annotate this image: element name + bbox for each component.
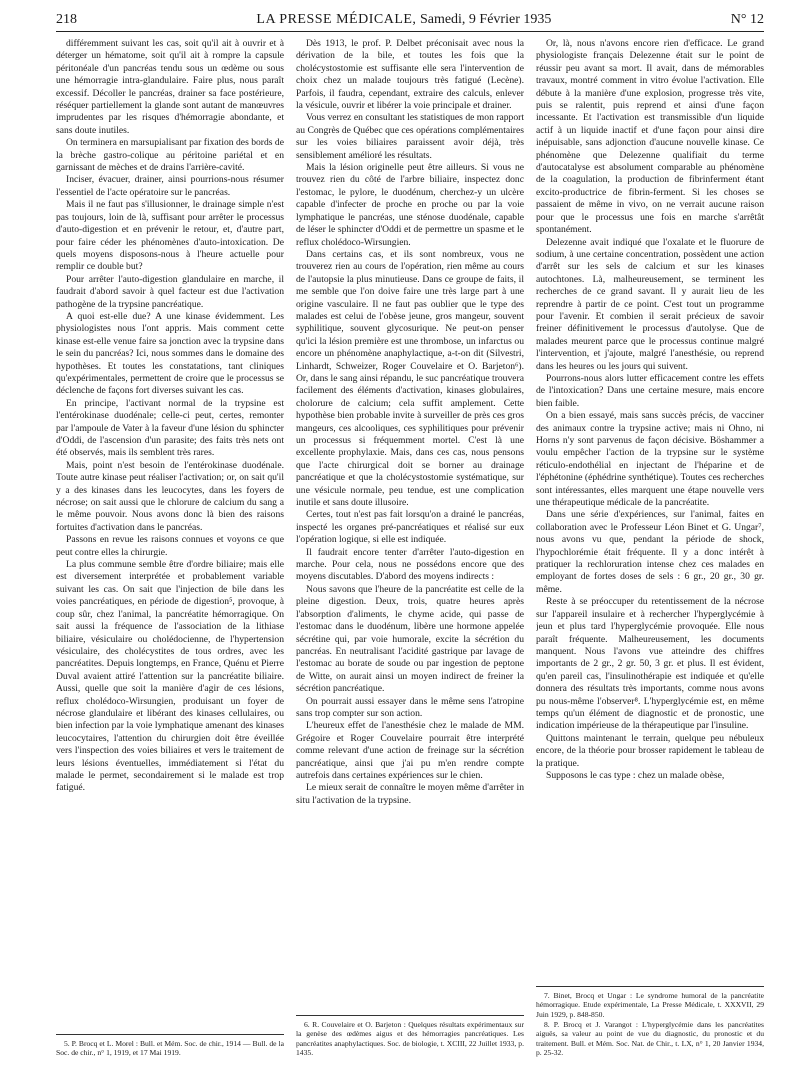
paragraph: Dans certains cas, et ils sont nombreux, vous ne trouverez rien au cours de l'opération, rien même au cours de l'autopsie la plus minutieuse. Dans ce groupe de faits, il me semble que l'on doive faire une très large part à une origine vasculaire. Il ne faut pas oublier que le type des malades est celui de l'obèse jeune, gros mangeur, souvent syphilitique, souvent glycosurique. Ne peut-on penser qu'ici la lésion première est une thrombose, un infarctus ou encore un phénomène anaphylactique, a-t-on dit (Silvestri, Linhardt, Schweizer, Roger Couvelaire et O. Barjeton⁶). Or, dans le sang ainsi répandu, le suc pancréatique trouvera facilement des éléments d'activation, kinases globulaires, cholorure de calcium; cela suffit amplement. Cette hypothèse bien probable invite à surveiller de près ces gros mangeurs, ces alcooliques, ces syphilitiques pour prévenir un processus si fréquemment mortel. C'est là une excellente prophylaxie. Mais, dans ces cas, nous pensons que l'acte chirurgical doit se borner au drainage pancréatique et que la cholécystostomie systématique, sur une vésicule normale, peu tendue, est une complication inutile et sans doute illusoire. xyxy=(296,248,524,509)
footnote: 6. R. Couvelaire et O. Barjeton : Quelques résultats expérimentaux sur la genèse des œdèmes aigus et des hémorragies pancréatiques. Les pancréatites anaphylactiques. Soc. de biologie, t. XCIII, 22 Juillet 1933, p. 1435. xyxy=(296,1019,524,1058)
paragraph: Quittons maintenant le terrain, quelque peu nébuleux encore, de la théorie pour brosser rapidement le tableau de la pratique. xyxy=(536,732,764,769)
footnote: 7. Binet, Brocq et Ungar : Le syndrome humoral de la pancréatite hémorragique. Etude expérimentale, La Presse Médicale, t. XXXVII, 29 Juin 1929, p. 848-850. xyxy=(536,990,764,1020)
footnotes xyxy=(56,1034,284,1058)
column-body xyxy=(56,38,284,795)
paragraph: Le mieux serait de connaître le moyen même d'arrêter in situ l'activation de la trypsine. xyxy=(296,782,524,806)
paragraph: Dans une série d'expériences, sur l'animal, faites en collaboration avec le Professeur Léon Binet et G. Ungar⁷, nous avons vu que, pendant la période de shock, l'hypochlorémie était fréquente. Il y a donc intérêt à pratiquer la rechloruration intense chez ces malades en employant de fortes doses de sels : 6 gr., 20 gr., 30 gr. même. xyxy=(536,509,764,595)
paragraph: Supposons le cas type : chez un malade obèse, xyxy=(546,769,725,781)
footnote: 8. P. Brocq et J. Varangot : L'hyperglycémie dans les pancréatites aiguës, sa valeur au point de vue du diagnostic, du pronostic et du traitement. Bull. et Mém. Soc. Nat. de Chir., t. LX, n° 1, 20 Janvier 1934, p. 25-32. xyxy=(536,1019,764,1058)
issue-date: Samedi, 9 Février 1935 xyxy=(419,12,552,27)
paragraph: En principe, l'activant normal de la trypsine est l'entérokinase duodénale; celle-ci peut, certes, remonter par l'ampoule de Vater à la faveur d'une lésion du sphincter d'Oddi, de l'ascension d'un parasite; des faits très nets ont été observés, mais ils semblent très rares. xyxy=(56,397,284,459)
running-header xyxy=(56,12,764,32)
paragraph: Reste à se préoccuper du retentissement de la nécrose sur l'appareil insulaire et à rechercher l'hyperglycémie à jeun et plus tard l'hyperglycémie provoquée. Elle nous paraît fréquente. Malheureusement, les documents manquent. Nous l'avons vue atteindre des chiffres importants de 2 gr., 2 gr. 50, 3 gr. et plus. Il est évident, qu'en pareil cas, l'insulinothérapie est indiquée et qu'elle donnera des résultats très importants, comme nous avons pu nous-même l'observer⁸. L'hyperglycémie est, en même temps qu'un élément de diagnostic et de pronostic, une indication impérieuse de la thérapeutique par l'insuline. xyxy=(536,596,764,732)
paragraph: Passons en revue les raisons connues et voyons ce que peut contre elles la chirurgie. xyxy=(56,534,284,558)
journal-title xyxy=(256,12,551,28)
page-number: 218 xyxy=(56,12,77,27)
paragraph: Mais il ne faut pas s'illusionner, le drainage simple n'est pas toujours, loin de là, suffisant pour arrêter le processus d'auto-digestion et en prévenir le retour, et, d'autre part, pour faire céder les phénomènes d'auto-intoxication. De quels moyens disposons-nous à l'heure actuelle pour remplir ce double but? xyxy=(56,199,284,273)
footnotes xyxy=(296,1015,524,1058)
column-right xyxy=(536,38,764,1058)
journal-name: LA PRESSE MÉDICALE, xyxy=(256,12,417,27)
paragraph: Certes, tout n'est pas fait lorsqu'on a drainé le pancréas, inspecté les organes pré-pancréatiques et réalisé sur eux l'opération logique, si elle est indiquée. xyxy=(296,509,524,546)
column-middle xyxy=(296,38,524,1058)
footnotes xyxy=(536,986,764,1058)
paragraph: Delezenne avait indiqué que l'oxalate et le fluorure de sodium, à une certaine concentration, possèdent une action d'arrêt sur les sels de calcium et sur les kinases autochtones. Là, malheureusement, se terminent les recherches de ce grand savant. Il y aurait lieu de les reprendre à partir de ce point. C'est tout un programme pour l'avenir. Et combien il serait précieux de savoir freiner définitivement le processus d'autolyse. Que de malades meurent parce que le processus continue malgré l'intervention, et j'ajoute, malgré l'anesthésie, ou reprend dans les heures ou les jours qui suivent. xyxy=(536,236,764,372)
paragraph: Or, là, nous n'avons encore rien d'efficace. Le grand physiologiste français Delezenne était sur le point de réussir peu avant sa mort. Il avait, dans de mémorables travaux, montré comment in vitro évolue l'activation. Elle débute à la manière d'une explosion, progresse très vite, puis se ralentit, puis reprend et ainsi d'une façon incessante. Et l'activation est transmissible d'un liquide actif à un liquide inactif et d'une façon pour ainsi dire inépuisable, sans adjonction d'aucune nouvelle kinase. Ce phénomène que Delezenne qualifiait du terme d'autocatalyse est absolument comparable au phénomène de la coagulation, la production de fibrinferment étant excito-productrice de fibrin-ferment. Si les choses se passaient de même in vivo, on ne verrait aucune raison pour que le processus une fois en marche s'arrêtât spontanément. xyxy=(536,38,764,236)
column-body xyxy=(296,38,524,807)
paragraph: Mais, point n'est besoin de l'entérokinase duodénale. Toute autre kinase peut réaliser l'activation; or, on sait qu'il y a des kinases dans les leucocytes, dans les foyers de nécrose; on sait aussi que le chlorure de calcium du sang a le même pouvoir. Nous avons donc là bien des raisons fortuites d'activation dans le pancréas. xyxy=(56,459,284,533)
paragraph: Il faudrait encore tenter d'arrêter l'auto-digestion en marche. Pour cela, nous ne possédons encore que des moyens discutables. D'abord des moyens indirects : xyxy=(296,546,524,583)
issue-number: N° 12 xyxy=(730,12,764,27)
paragraph: A quoi est-elle due? A une kinase évidemment. Les physiologistes nous l'ont appris. Mais comment cette kinase est-elle venue faire sa jonction avec la trypsine dans le sein du pancréas? Ici, nous sommes dans le domaine des hypothèses. Et toutes les constatations, tant cliniques qu'expérimentales, permettent de croire que le processus se déclenche de façons fort diverses suivant les cas. xyxy=(56,310,284,397)
paragraph: L'heureux effet de l'anesthésie chez le malade de MM. Grégoire et Roger Couvelaire pourrait être interprété comme relevant d'une action de freinage sur la sécrétion pancréatique, ainsi que j'ai pu m'en rendre compte autrefois dans certaines expériences sur le chien. xyxy=(296,720,524,781)
paragraph: Inciser, évacuer, drainer, ainsi pourrions-nous résumer l'essentiel de l'acte opératoire sur le pancréas. xyxy=(56,174,284,198)
paragraph: Vous verrez en consultant les statistiques de mon rapport au Congrès de Québec que ces opérations complémentaires sur les voies biliaires paraissent avoir déjà, très sensiblement amélioré les résultats. xyxy=(296,112,524,161)
paragraph: Nous savons que l'heure de la pancréatite est celle de la pleine digestion. Deux, trois, quatre heures après l'absorption d'aliments, le chyme acide, qui passe de l'estomac dans le duodénum, libère une hormone appelée sécrétine qui, par voie humorale, excite la sécrétion du pancréas. En neutralisant l'acidité gastrique par lavage de l'estomac au borate de soude ou par ingestion de peptone de Witte, on aurait ainsi un moyen indirect de freiner la sécrétion pancréatique. xyxy=(296,583,524,695)
paragraph: On terminera en marsupialisant par fixation des bords de la brèche gastro-colique au péritoine pariétal et en garnissant de mèches et de drains l'arrière-cavité. xyxy=(56,137,284,174)
paragraph: Dès 1913, le prof. P. Delbet préconisait avec nous la dérivation de la bile, et toutes les fois que la cholécystostomie est suffisante elle sera l'intervention de choix chez un malade toujours très fatigué (Lecène). Parfois, il faudra, cependant, extraire des calculs, enlever la vésicule, ouvrir et libérer la voie principale et drainer. xyxy=(296,38,524,112)
paragraph: Pourrons-nous alors lutter efficacement contre les effets de l'intoxication? Dans une certaine mesure, mais encore bien faible. xyxy=(536,372,764,409)
paragraph: La plus commune semble être d'ordre biliaire; mais elle est diversement interprétée et probablement variable suivant les cas. On sait que l'injection de bile dans les voies pancréatiques, en période de digestion⁵, provoque, à coup sûr, chez l'animal, la pancréatite hémorragique. On sait aussi la fréquence de l'association de la lithiase biliaire, vésiculaire ou cholédocienne, de l'hypertension vésiculaire, des cholécystites de tous ordres, avec les pancréatites. Depuis longtemps, en France, Quénu et Pierre Duval avaient attiré l'attention sur la pancréatite biliaire. Aussi, quelle que soit la manière d'agir de ces lésions, reflux cholédoco-Wirsungien, produisant un foyer de nécrose glandulaire et libérant des kinases cellulaires, ou bien infection par la voie lymphatique amenant des kinases leucocytaires, l'attention du chirurgien doit être éveillée vers l'inspection des voies biliaires et vers le traitement de leurs lésions éventuelles, immédiatement si l'état du malade le permet, secondairement si le malade est trop fatigué. xyxy=(56,559,284,794)
paragraph: On a bien essayé, mais sans succès précis, de vacciner des animaux contre la trypsine active; mais ni Ohno, ni Horns n'y sont parvenus de façon décisive. Böshammer a voulu empêcher l'action de la trypsine sur le système réticulo-endothélial en injectant de l'héparine et de l'éphétonine (éphédrine synthétique). Toutes ces recherches sont intéressantes, elles marquent une étape nouvelle vers une thérapeutique médicale de la pancréatite. xyxy=(536,410,764,509)
footnote: 5. P. Brocq et L. Morel : Bull. et Mém. Soc. de chir., 1914 — Bull. de la Soc. de chir., n° 1, 1919, et 17 Mai 1919. xyxy=(56,1038,284,1058)
paragraph: différemment suivant les cas, soit qu'il ait à ouvrir et à déterger un hématome, soit qu'il ait à rompre la capsule péritonéale d'un pancréas tendu sous un œdème ou sous une hémorragie intra-glandulaire. Faire plus, nous paraît excessif. Décoller le pancréas, drainer sa face postérieure, réséquer partiellement la glande sont autant de manœuvres imprudentes par les risques d'hémorragie abondante, et sans doute inutiles. xyxy=(56,38,284,136)
column-left xyxy=(56,38,284,1058)
paragraph: Pour arrêter l'auto-digestion glandulaire en marche, il faudrait d'abord savoir à quel facteur est due l'activation pathogène de la trypsine pancréatique. xyxy=(56,273,284,310)
paragraph: On pourrait aussi essayer dans le même sens l'atropine sans trop compter sur son action. xyxy=(296,695,524,719)
paragraph: Mais la lésion originelle peut être ailleurs. Si vous ne trouvez rien du côté de l'arbre biliaire, inspectez donc l'estomac, le pylore, le duodénum, cherchez-y un ulcère capable d'infecter de proche en proche ou par la voie lymphatique le pancréas, une sténose duodénale, capable de léser le sphincter d'Oddi et de permettre un spasme et le reflux cholédoco-Wirsungien. xyxy=(296,162,524,248)
text-columns xyxy=(56,38,764,1058)
column-body xyxy=(536,38,764,782)
